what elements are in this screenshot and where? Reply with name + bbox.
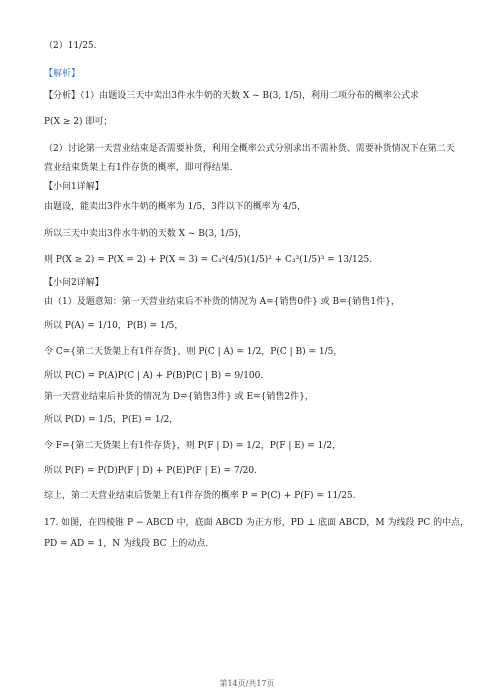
line-11: 由（1）及题意知：第一天营业结束后不补货的情况为 A={销售0件} 或 B={销售1件}， [44,297,400,307]
line-12: 所以 P(A) = 1/10，P(B) = 1/5， [44,321,184,331]
line-13: 令 C={第二天货架上有1件存货}，则 P(C | A) = 1/2，P(C | B) = 1/5， [44,347,343,357]
line-9: 则 P(X ≥ 2) = P(X = 2) + P(X = 3) = C₃²(4/5)(1/5)² + C₃³(1/5)³ = 13/125. [44,255,373,265]
line-19: 综上，第二天营业结束后货架上有1件存货的概率 P = P(C) + P(F) = 11/25. [44,491,356,501]
line-17: 令 F={第二天货架上有1件存货}，则 P(F | D) = 1/2，P(F | E) = 1/2， [44,441,342,451]
line-16: 所以 P(D) = 1/5，P(E) = 1/2， [44,415,179,425]
line-3: P(X ≥ 2) 即可； [44,117,113,127]
line-1: 【解析】 [44,69,81,79]
line-21: PD = AD = 1，N 为线段 BC 上的动点. [44,539,209,549]
line-20: 17. 如图，在四棱锥 P − ABCD 中，底面 ABCD 为正方形，PD ⊥ 底面 ABCD，M 为线段 PC 的中点， [44,518,470,528]
line-8: 所以三天中卖出3件水牛奶的天数 X ~ B(3, 1/5)， [44,229,247,239]
line-5: 营业结束货架上有1件存货的概率，即可得结果. [44,163,233,173]
line-14: 所以 P(C) = P(A)P(C | A) + P(B)P(C | B) = 9/100. [44,371,264,381]
line-7: 由题设，能卖出3件水牛奶的概率为 1/5，3件以下的概率为 4/5， [44,202,307,212]
line-2: 【分析】（1）由题设三天中卖出3件水牛奶的天数 X ~ B(3, 1/5)，利用二项分布的概率公式求 [44,91,420,101]
line-18: 所以 P(F) = P(D)P(F | D) + P(E)P(F | E) = 7/20. [44,466,257,476]
line-15: 第一天营业结束后补货的情况为 D={销售3件} 或 E={销售2件}， [44,392,314,402]
page-footer: 第14页/共17页 [219,679,275,688]
line-10: 【小问2详解】 [44,278,104,288]
line-4: （2）讨论第一天营业结束是否需要补货，利用全概率公式分别求出不需补货、需要补货情况下在第二天 [44,144,455,154]
line-0: （2）11/25. [44,41,97,51]
line-6: 【小问1详解】 [44,182,104,192]
